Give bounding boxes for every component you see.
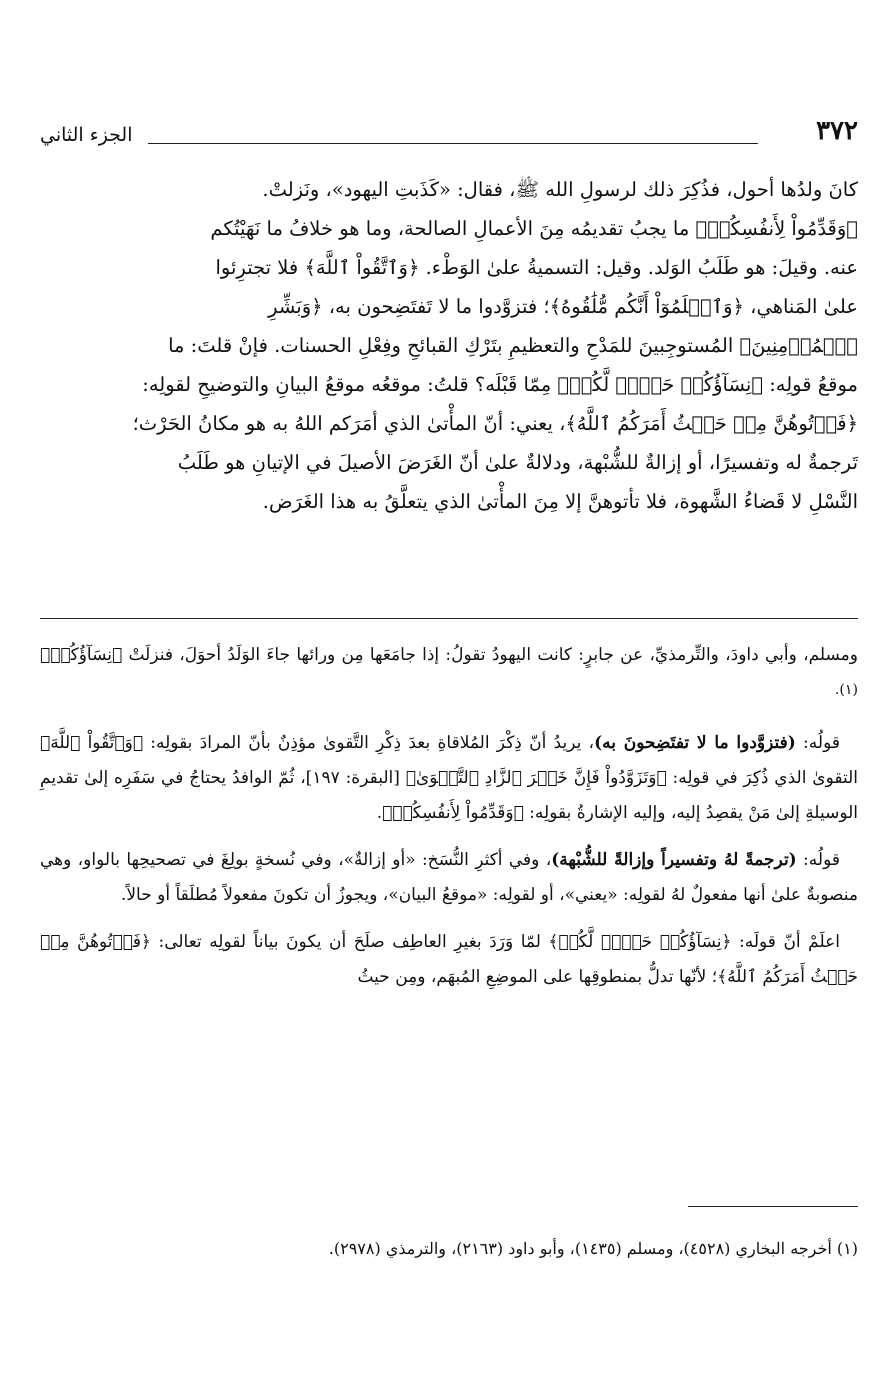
quoted-phrase: (فتزوَّدوا ما لا تفتَضِحونَ به) bbox=[594, 732, 796, 753]
main-line: تَرجمةٌ له وتفسيرًا، أو إزالةٌ للشُّبْهة، ودلالةٌ علىٰ أنّ الغَرَضَ الأصيلَ في الإتيانِ هو طَلَبُ bbox=[177, 451, 858, 474]
main-line: النَّسْلِ لا قَضاءُ الشَّهوة، فلا تأتوهنَّ إلا مِنَ المأْتىٰ الذي يتعلَّقُ به هذا الغَرَض. bbox=[262, 490, 858, 513]
commentary-paragraph: اعلَمْ أنّ قولَه: ﴿نِسَآؤُكُمۡ حَرۡثٞ لَّكُمۡ﴾ لمّا وَرَدَ بغيرِ العاطِف صلَحَ أن يكونَ بياناً لقولِه تعالى: ﴿فَأۡتُوهُنَّ مِنۡ حَيۡثُ أَمَرَكُمُ ٱللَّهُ﴾؛ لأنّها تدلُّ بمنطوقِها على الموضِعِ المُبهَم، ومِن حيثُ bbox=[40, 931, 858, 987]
running-head: الجزء الثاني bbox=[40, 124, 133, 146]
quoted-phrase: (ترجمةً لهُ وتفسيراً وإزالةً للشُّبْهة) bbox=[551, 849, 797, 870]
main-line: ﴿فَأۡتُوهُنَّ مِنۡ حَيۡثُ أَمَرَكُمُ ٱللَّهُ﴾، يعني: أنّ المأْتىٰ الذي أمَرَكم اللهُ به هو مكانُ الحَرْث؛ bbox=[132, 412, 858, 435]
page-number: ٣٧٢ bbox=[816, 116, 858, 146]
main-text bbox=[40, 170, 858, 521]
footnote bbox=[40, 1236, 858, 1262]
commentary bbox=[40, 638, 858, 1007]
commentary-text: ، وفي أكثرِ النُّسَخ: «أو إزالةٌ»، وفي نُسخةٍ بولِغَ في تصحيحِها بالواو، وهي منصوبةٌ علىٰ أنها مفعولٌ لهُ لقولِه: «يعني»، أو لقولِه: «موقعُ البيان»، ويجوزُ أن تكونَ مفعولاً مُطلَقاً أو حالاً. bbox=[40, 849, 858, 905]
commentary-paragraph bbox=[40, 843, 858, 913]
footnote-rule bbox=[688, 1206, 858, 1207]
page-header bbox=[40, 110, 858, 160]
header-rule bbox=[148, 143, 758, 144]
main-line: ﴿وَقَدِّمُواْ لِأَنفُسِكُمۡ﴾ ما يجبُ تقديمُه مِنَ الأعمالِ الصالحة، وما هو خلافُ ما نَهَيْتُكم bbox=[210, 217, 858, 240]
footnote-text: (١) أخرجه البخاري (٤٥٢٨)، ومسلم (١٤٣٥)، وأبو داود (٢١٦٣)، والترمذي (٢٩٧٨). bbox=[328, 1239, 858, 1258]
main-line: علىٰ المَناهي، ﴿وَٱعۡلَمُوٓاْ أَنَّكُم مُّلَٰقُوهُ﴾؛ فتزوَّدوا ما لا تَفتَضِحون به، ﴿وَبَشِّرِ bbox=[268, 295, 858, 318]
footnote-reference: (١). bbox=[834, 682, 858, 698]
commentary-paragraph bbox=[40, 638, 858, 714]
main-commentary-divider bbox=[40, 618, 858, 619]
commentary-text: ومسلم، وأبي داودَ، والتِّرمذيِّ، عن جابرٍ: كانت اليهودُ تقولُ: إذا جامَعَها مِن ورائها جاءَ الوَلَدُ أحوَلَ، فنزلَتْ ﴿نِسَآؤُكُمۡ﴾ bbox=[40, 645, 858, 665]
main-line: موقعُ قولِه: ﴿نِسَآؤُكُمۡ حَرۡثٞ لَّكُمۡ﴾ مِمّا قَبْلَه؟ قلتُ: موقعُه موقعُ البيانِ والتوضيحِ لقولِه: bbox=[142, 373, 858, 396]
main-line: ٱلۡمُؤۡمِنِينَ﴾ المُستوجِبينَ للمَدْحِ والتعظيمِ بتَرْكِ القبائحِ وفِعْلِ الحسنات. فإنْ قلتَ: ما bbox=[168, 334, 858, 357]
commentary-text: ، يريدُ أنّ ذِكْرَ المُلاقاةِ بعدَ ذِكْرِ التَّقوىٰ مؤذِنٌ بأنّ المرادَ بقولِه: ﴿وَٱتَّقُواْ ٱللَّهَ﴾ التقوىٰ الذي ذُكِرَ في قولِه: ﴿وَتَزَوَّدُواْ فَإِنَّ خَيۡرَ ٱلزَّادِ ٱلتَّقۡوَىٰ﴾ [البقرة: ١٩٧]، ثُمّ الوافدُ يحتاجُ في سَفَرِه إلىٰ تقديمِ الوسيلةِ إلىٰ مَنْ يقصِدُ إليه، وإليه الإشارةُ بقولِه: ﴿وَقَدِّمُواْ لِأَنفُسِكُمۡ﴾. bbox=[40, 732, 858, 823]
commentary-lead: قولُه: bbox=[796, 849, 840, 870]
commentary-paragraph bbox=[40, 726, 858, 831]
main-line: عنه. وقيلَ: هو طَلَبُ الوَلد. وقيل: التسميةُ علىٰ الوَطْء. ﴿وَٱتَّقُواْ ٱللَّهَ﴾ فلا تجترِئوا bbox=[215, 256, 858, 279]
book-page bbox=[40, 110, 858, 1370]
commentary-lead: قولُه: bbox=[795, 732, 840, 753]
main-line: كانَ ولدُها أحول، فذُكِرَ ذلك لرسولِ الله ﷺ، فقال: «كَذَبتِ اليهود»، ونَزلتْ. bbox=[262, 178, 858, 201]
